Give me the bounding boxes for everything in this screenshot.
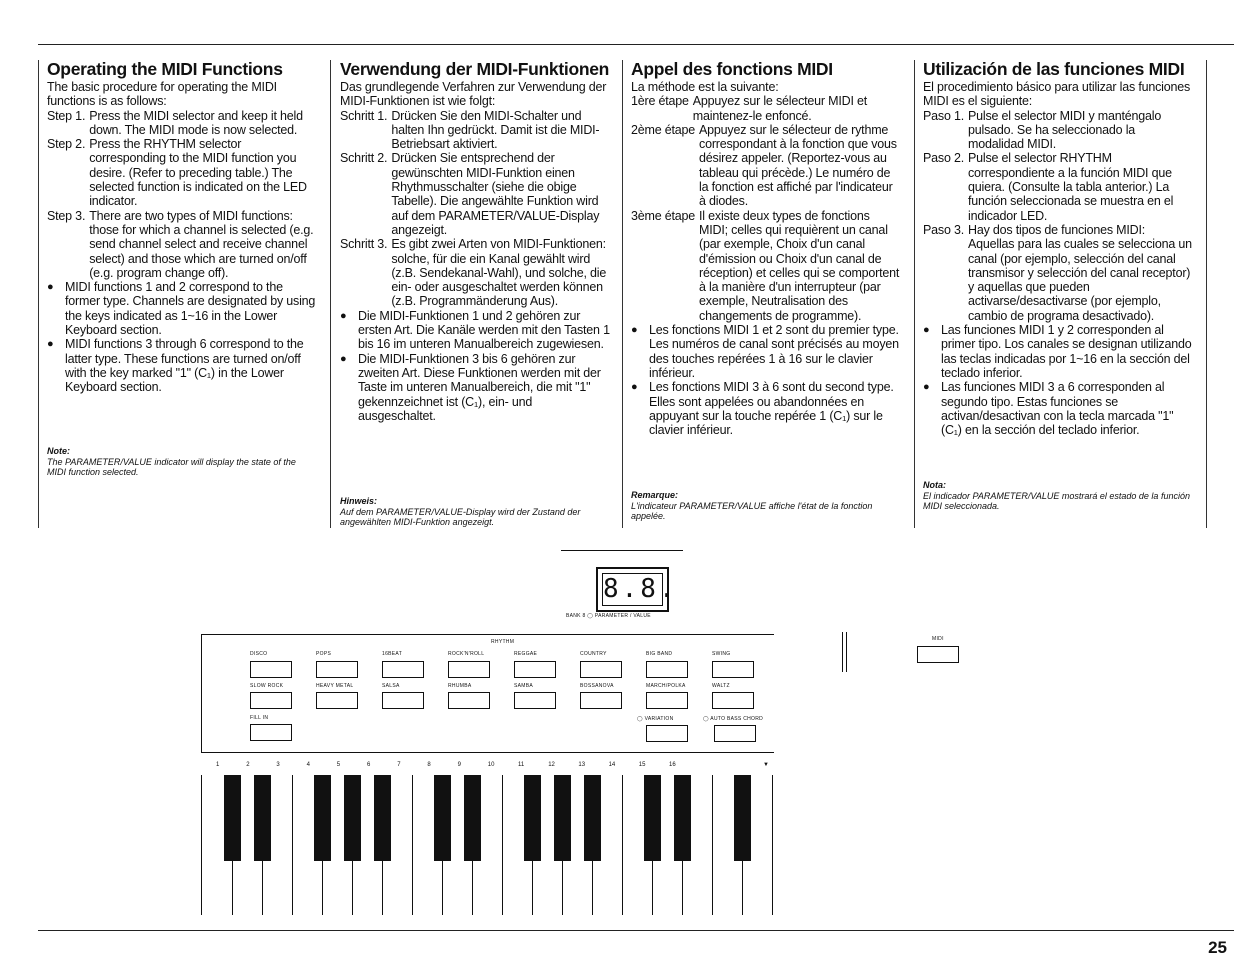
bullet-icon: ● (923, 324, 930, 337)
bullet-icon: ● (47, 281, 54, 294)
rhythm-button[interactable] (712, 692, 754, 709)
step-item (47, 209, 317, 280)
step-item (47, 137, 317, 208)
step-label: Paso 2. (923, 151, 964, 166)
rhythm-button[interactable] (448, 692, 490, 709)
black-key[interactable] (254, 775, 271, 861)
key-number: 8 (427, 762, 431, 768)
rhythm-label: SWING (712, 651, 731, 657)
bullet-icon: ● (47, 338, 54, 351)
key-number: 9 (457, 762, 461, 768)
rhythm-button[interactable] (712, 661, 754, 678)
key-number: 4 (306, 762, 310, 768)
rhythm-label: SALSA (382, 683, 400, 689)
step-label: Paso 3. (923, 222, 964, 237)
step-text: Appuyez sur le sélecteur de rythme correspondant à la fonction que vous désirez appeler. (Reportez-vous au tableau qui précède.) Le numéro de la fonction est affiché par l'indicateur à diodes. (699, 122, 897, 209)
step-label: Paso 1. (923, 108, 964, 123)
black-key[interactable] (584, 775, 601, 861)
rhythm-label: HEAVY METAL (316, 683, 354, 689)
black-key[interactable] (464, 775, 481, 861)
key-number: 5 (336, 762, 341, 768)
key-number: 3 (276, 762, 280, 768)
bullet-icon: ● (340, 309, 347, 322)
black-key[interactable] (344, 775, 361, 861)
key-number: 10 (487, 762, 495, 768)
step-item (631, 209, 901, 323)
rhythm-button[interactable] (514, 661, 556, 678)
column-french (631, 60, 901, 437)
key-number: 11 (518, 762, 525, 768)
column-divider (1206, 60, 1207, 528)
column-spanish (923, 60, 1193, 437)
panel-top-line (201, 634, 774, 635)
white-key-divider (292, 775, 293, 915)
key-number: 14 (608, 762, 616, 768)
black-key[interactable] (314, 775, 331, 861)
rhythm-label: COUNTRY (580, 651, 607, 657)
column-divider (38, 60, 39, 528)
step-label: Schritt 2. (340, 151, 388, 166)
rhythm-button[interactable] (316, 692, 358, 709)
step-label: Step 3. (47, 208, 86, 223)
step-label: Schritt 3. (340, 237, 388, 252)
note-text: Auf dem PARAMETER/VALUE-Display wird der Zustand der angewählten MIDI-Funktion angezeigt. (340, 506, 581, 527)
step-item (340, 237, 610, 308)
rhythm-title: RHYTHM (491, 639, 515, 645)
rhythm-label: RHUMBA (448, 683, 472, 689)
bullet-text: Las funciones MIDI 3 a 6 corresponden al segundo tipo. Estas funciones se activan/desactivan con la tecla marcada "1" (C₁) en la sección del teclado inferior. (941, 380, 1174, 438)
step-label: Schritt 1. (340, 108, 388, 123)
bullet-item (47, 337, 317, 394)
step-text: Pulse el selector RHYTHM correspondiente a la función MIDI que quiera. (Consulte la tabla anterior.) La función seleccionada se muestra en el indicador LED. (968, 151, 1174, 223)
rhythm-button[interactable] (382, 661, 424, 678)
black-key[interactable] (734, 775, 751, 861)
rhythm-button[interactable] (250, 692, 292, 709)
white-key-divider (712, 775, 713, 915)
bullet-icon: ● (631, 381, 638, 394)
rhythm-button[interactable] (514, 692, 556, 709)
panel-left-line (201, 634, 202, 752)
rhythm-button[interactable] (646, 661, 688, 678)
rhythm-button[interactable] (382, 692, 424, 709)
rhythm-label: 16BEAT (382, 651, 403, 657)
bullet-text: MIDI functions 1 and 2 correspond to the former type. Channels are designated by using the keys indicated as 1~16 in the Lower Keyboard section. (65, 280, 316, 338)
step-text: There are two types of MIDI functions: those for which a channel is selected (e.g. send channel select and receive channel select) and those which are turned on/off (e.g. program change off). (89, 208, 314, 280)
bullet-item (340, 309, 610, 352)
note-text: El indicador PARAMETER/VALUE mostrará el estado de la función MIDI seleccionada. (923, 490, 1190, 511)
bullet-text: Die MIDI-Funktionen 3 bis 6 gehören zur zweiten Art. Diese Funktionen werden mit der Taste im unteren Manualbereich, die mit "1" gekennzeichnet ist (C₁), ein- und ausgeschaltet. (358, 351, 601, 423)
note-title: Remarque: (631, 490, 679, 500)
bullet-item (340, 352, 610, 423)
step-item (631, 94, 901, 123)
intro-text: Das grundlegende Verfahren zur Verwendung der MIDI-Funktionen ist wie folgt: (340, 80, 607, 109)
rhythm-label: SLOW ROCK (250, 683, 284, 689)
key-number: 2 (246, 762, 250, 768)
top-rule (38, 44, 1234, 45)
panel-bottom-line (201, 752, 774, 753)
step-text: Press the RHYTHM selector corresponding to the MIDI function you desire. (Refer to preceding table.) The selected function is indicated on the LED indicator. (89, 137, 307, 209)
section-title: Operating the MIDI Functions (47, 59, 283, 79)
section-title: Verwendung der MIDI-Funktionen (340, 59, 610, 79)
note-german (340, 496, 610, 528)
column-german (340, 60, 610, 423)
step-label: Step 1. (47, 108, 86, 123)
key-number: 6 (367, 762, 371, 768)
fill-in-button[interactable] (250, 724, 292, 741)
bullet-item (923, 380, 1193, 437)
step-text: Il existe deux types de fonctions MIDI; celles qui requièrent un canal (par exemple, Choix d'un canal d'émission ou Choix d'un canal de réception) et celles qui se comportent à la manière d'un interrupteur (par exemple, Neutralisation des changements de programme). (699, 208, 900, 323)
white-key-divider (622, 775, 623, 915)
key-number: 15 (638, 762, 646, 768)
fill-in-label: FILL IN (250, 715, 269, 721)
key-number: 7 (397, 762, 401, 768)
rhythm-label: POPS (316, 651, 332, 657)
panel-edge-line (846, 632, 847, 672)
midi-button[interactable] (917, 646, 959, 663)
black-key[interactable] (554, 775, 571, 861)
rhythm-label: DISCO (250, 651, 268, 657)
key-number: 1 (216, 762, 220, 768)
column-divider (622, 60, 623, 528)
black-key[interactable] (224, 775, 241, 861)
note-french (631, 490, 901, 522)
note-text: L'indicateur PARAMETER/VALUE affiche l'état de la fonction appelée. (631, 500, 873, 521)
column-english (47, 60, 317, 395)
black-key[interactable] (374, 775, 391, 861)
bullet-text: MIDI functions 3 through 6 correspond to the latter type. These functions are turned on/off with the key marked "1" (C₁) in the Lower Keyboard section. (65, 337, 304, 395)
white-key-divider (412, 775, 413, 915)
auto-bass-chord-button[interactable] (714, 725, 756, 742)
rhythm-button[interactable] (250, 661, 292, 678)
step-label: Step 2. (47, 137, 86, 152)
rhythm-label: SAMBA (514, 683, 534, 689)
auto-bass-chord-label: ◯ AUTO BASS CHORD (703, 716, 764, 722)
black-key[interactable] (644, 775, 661, 861)
black-key[interactable] (434, 775, 451, 861)
note-english (47, 446, 317, 478)
section-title: Utilización de las funciones MIDI (923, 59, 1185, 79)
step-text: Appuyez sur le sélecteur MIDI et maintenez-le enfoncé. (692, 94, 868, 123)
white-key-divider (502, 775, 503, 915)
led-digits: 8.8. (603, 574, 678, 604)
rhythm-button[interactable] (316, 661, 358, 678)
display-label: BANK 8 ◯ PARAMETER / VALUE (566, 613, 651, 619)
note-title: Hinweis: (340, 496, 378, 506)
bottom-rule (38, 930, 1234, 931)
key-number: 13 (578, 762, 586, 768)
arrow-down-icon: ▼ (763, 762, 769, 768)
section-title: Appel des fonctions MIDI (631, 59, 833, 79)
step-text: Drücken Sie entsprechend der gewünschten MIDI-Funktion einen Rhythmusschalter (siehe die obige Tabelle). Die angewählte Funktion wird auf dem PARAMETER/VALUE-Display angezeigt. (391, 151, 600, 237)
key-number: 12 (548, 762, 555, 768)
rhythm-button[interactable] (580, 692, 622, 709)
rhythm-button[interactable] (580, 661, 622, 678)
step-item (340, 151, 610, 237)
intro-text: El procedimiento básico para utilizar las funciones MIDI es el siguiente: (923, 80, 1191, 109)
bullet-text: Las funciones MIDI 1 y 2 corresponden al primer tipo. Los canales se designan utilizando las teclas indicadas por 1~16 en la sección del teclado inferior. (941, 323, 1192, 380)
rhythm-button[interactable] (448, 661, 490, 678)
rhythm-label: WALTZ (712, 683, 730, 689)
step-item (631, 123, 901, 209)
variation-button[interactable] (646, 725, 688, 742)
page-number: 25 (1208, 938, 1227, 957)
bullet-item (923, 323, 1193, 380)
note-title: Nota: (923, 480, 946, 490)
step-text: Es gibt zwei Arten von MIDI-Funktionen: solche, für die ein Kanal gewählt wird (z.B. Sendekanal-Wahl), und solche, die ein- oder ausgeschaltet werden können (z.B. Programmänderung Aus). (391, 237, 607, 309)
step-label: 1ère étape (631, 94, 689, 109)
step-item (923, 223, 1193, 323)
bullet-item (631, 380, 901, 437)
bullet-item (47, 280, 317, 337)
step-item (923, 109, 1193, 152)
key-number: 16 (669, 762, 676, 768)
step-text: Pulse el selector MIDI y manténgalo pulsado. Se ha seleccionado la modalidad MIDI. (968, 108, 1162, 152)
black-key[interactable] (674, 775, 691, 861)
bullet-icon: ● (923, 381, 930, 394)
step-label: 2ème étape (631, 122, 696, 137)
bullet-icon: ● (340, 352, 347, 365)
lower-keyboard (201, 775, 773, 915)
rhythm-label: BOSSANOVA (580, 683, 614, 689)
step-item (923, 151, 1193, 222)
step-label: 3ème étape (631, 208, 696, 223)
column-divider (330, 60, 331, 528)
step-item (340, 109, 610, 152)
note-spanish (923, 480, 1193, 512)
bullet-text: Die MIDI-Funktionen 1 und 2 gehören zur ersten Art. Die Kanäle werden mit den Tasten 1 bis 16 im unteren Manualbereich zugewiesen. (358, 308, 610, 352)
variation-label: ◯ VARIATION (637, 716, 674, 722)
panel-edge-line (842, 632, 843, 672)
intro-text: The basic procedure for operating the MIDI functions is as follows: (47, 80, 277, 109)
rhythm-label: MARCH/POLKA (646, 683, 686, 689)
column-divider (914, 60, 915, 528)
note-title: Note: (47, 446, 70, 456)
rhythm-label: REGGAE (514, 651, 538, 657)
bullet-icon: ● (631, 324, 638, 337)
step-text: Press the MIDI selector and keep it held down. The MIDI mode is now selected. (89, 108, 303, 137)
bullet-text: Les fonctions MIDI 3 à 6 sont du second type. Elles sont appelées ou abandonnées en appuyant sur la touche repérée 1 (C₁) sur le clavier inférieur. (649, 380, 894, 438)
step-text: Drücken Sie den MIDI-Schalter und halten Ihn gedrückt. Damit ist die MIDI-Betriebsart aktiviert. (391, 108, 600, 152)
rhythm-label: ROCK'N'ROLL (448, 651, 485, 657)
black-key[interactable] (524, 775, 541, 861)
bullet-item (631, 323, 901, 380)
note-text: The PARAMETER/VALUE indicator will display the state of the MIDI function selected. (47, 456, 296, 477)
step-text: Hay dos tipos de funciones MIDI: Aquellas para las cuales se selecciona un canal (por ejemplo, selección del canal transmisor y selección del canal receptor) y aquellas que pueden activarse/desactivarse (por ejemplo, cambio de programa desactivado). (968, 222, 1192, 323)
display-rule (561, 550, 683, 551)
step-item (47, 109, 317, 138)
midi-label: MIDI (932, 636, 944, 642)
bullet-text: Les fonctions MIDI 1 et 2 sont du premier type. Les numéros de canal sont précisés au moyen des touches repérées 1 à 16 sur le clavier inférieur. (649, 323, 899, 380)
intro-text: La méthode est la suivante: (631, 80, 779, 94)
parameter-value-display (596, 567, 678, 612)
rhythm-label: BIG BAND (646, 651, 673, 657)
rhythm-button[interactable] (646, 692, 688, 709)
